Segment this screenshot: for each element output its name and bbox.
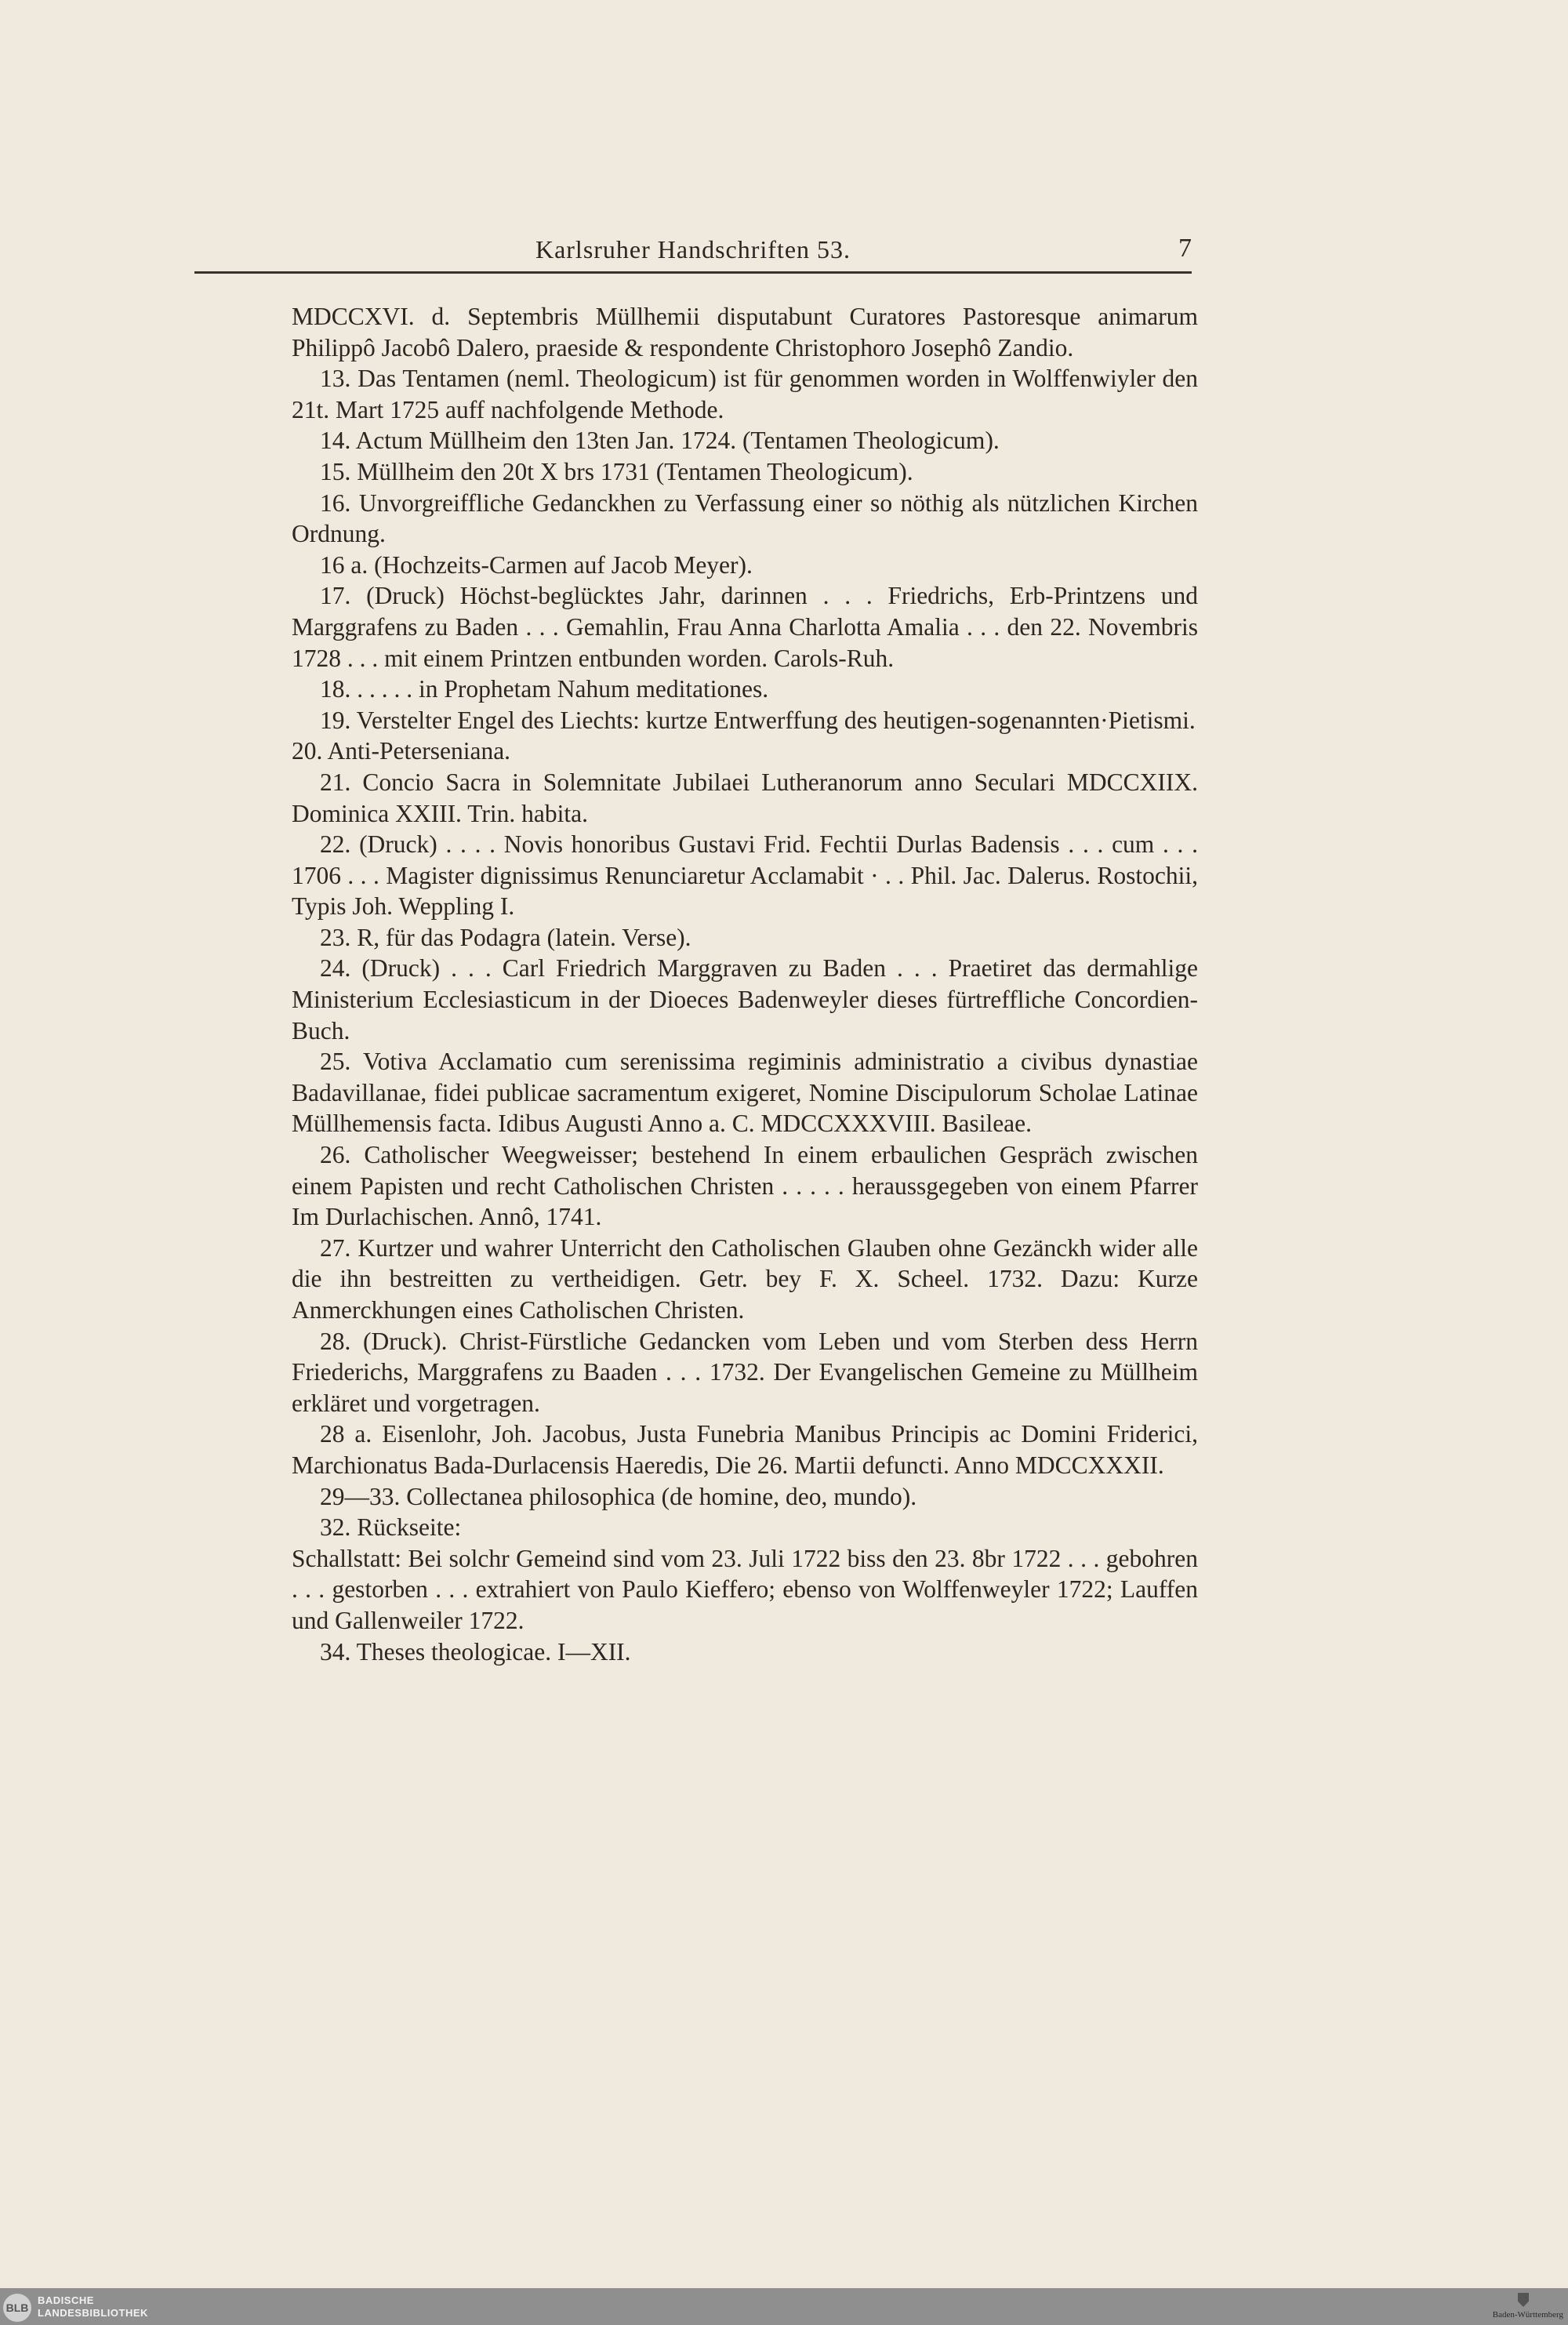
- catalog-entry: 34. Theses theologicae. I—XII.: [320, 1637, 631, 1666]
- catalog-entry: 13. Das Tentamen (neml. Theologicum) ist für genommen worden in Wolffenwiyler den 21t. Mart 1725 auff nachfolgende Methode.: [292, 365, 1198, 423]
- running-header: [194, 234, 1192, 270]
- catalog-entry: 19. Verstelter Engel des Liechts: kurtze Entwerffung des heutigen-sogenannten·Pietismi.: [320, 706, 1196, 734]
- footer-bar: [0, 2288, 1568, 2325]
- catalog-entry: 24. (Druck) . . . Carl Friedrich Marggraven zu Baden . . . Praetiret das dermahlige Ministerium Ecclesiasticum in der Dioeces Badenweyler dieses fürtreffliche Concordien-Buch.: [292, 954, 1198, 1044]
- catalog-entry: 15. Müllheim den 20t X brs 1731 (Tentamen Theologicum).: [320, 457, 913, 485]
- catalog-entry: 22. (Druck) . . . . Novis honoribus Gustavi Frid. Fechtii Durlas Badensis . . . cum . . . 1706 . . . Magister dignissimus Renunciaretur Acclamabit · . . Phil. Jac. Dalerus. Rostochii, Typis Joh. Weppling I.: [292, 830, 1198, 921]
- catalog-entry: 16. Unvorgreiffliche Gedanckhen zu Verfassung einer so nöthig als nützlichen Kirchen Ordnung.: [292, 489, 1198, 548]
- catalog-entry: 21. Concio Sacra in Solemnitate Jubilaei Lutheranorum anno Seculari MDCCXIIX. Dominica XXIII. Trin. habita.: [292, 768, 1198, 827]
- catalog-entry: MDCCXVI. d. Septembris Müllhemii disputabunt Curatores Pastoresque animarum Philippô Jacobô Dalero, praeside & respondente Christophoro Josephô Zandio.: [292, 303, 1198, 361]
- header-title: Karlsruher Handschriften 53.: [535, 235, 851, 263]
- catalog-entry: 26. Catholischer Weegweisser; bestehend In einem erbaulichen Gespräch zwischen einem Papisten und recht Catholischen Christen . . . . . heraussgegeben von einem Pfarrer Im Durlachischen. Annô, 1741.: [292, 1141, 1198, 1231]
- catalog-entry: 32. Rückseite:: [320, 1513, 462, 1542]
- catalog-entry: 16 a. (Hochzeits-Carmen auf Jacob Meyer).: [320, 550, 753, 579]
- catalog-entry: 29—33. Collectanea philosophica (de homine, deo, mundo).: [320, 1482, 917, 1510]
- library-name[interactable]: BADISCHE LANDESBIBLIOTHEK: [38, 2294, 148, 2319]
- state-label: Baden-Württemberg: [1492, 2310, 1563, 2320]
- state-crest-icon: [1518, 2293, 1529, 2307]
- catalog-entry: Schallstatt: Bei solchr Gemeind sind vom 23. Juli 1722 biss den 23. 8br 1722 . . . gebohren . . . gestorben . . . extrahiert von Paulo Kieffero; ebenso von Wolffenweyler 1722; Lauffen und Gallenweiler 1722.: [292, 1544, 1198, 1634]
- page-number: 7: [1178, 234, 1192, 263]
- catalog-entry: 27. Kurtzer und wahrer Unterricht den Catholischen Glauben ohne Gezänckh wider alle die ihn bestreitten zu vertheidigen. Getr. bey F. X. Scheel. 1732. Dazu: Kurze Anmerckhungen eines Catholischen Christen.: [292, 1233, 1198, 1324]
- catalog-entry: 20. Anti-Peterseniana.: [292, 737, 511, 765]
- catalog-body: [292, 301, 1198, 1667]
- catalog-entry: 28. (Druck). Christ-Fürstliche Gedancken vom Leben und vom Sterben dess Herrn Friederichs, Marggrafens zu Baaden . . . 1732. Der Evangelischen Gemeine zu Müllheim erkläret und vorgetragen.: [292, 1327, 1198, 1417]
- catalog-entry: 28 a. Eisenlohr, Joh. Jacobus, Justa Funebria Manibus Principis ac Domini Friderici, Marchionatus Bada-Durlacensis Haeredis, Die 26. Martii defuncti. Anno MDCCXXXII.: [292, 1420, 1198, 1479]
- blb-logo-icon[interactable]: BLB: [3, 2294, 31, 2322]
- catalog-entry: 25. Votiva Acclamatio cum serenissima regiminis administratio a civibus dynastiae Badavillanae, fidei publicae sacramentum exigeret, Nomine Discipulorum Scholae Latinae Müllhemensis facta. Idibus Augusti Anno a. C. MDCCXXXVIII. Basileae.: [292, 1048, 1198, 1138]
- catalog-entry: 14. Actum Müllheim den 13ten Jan. 1724. (Tentamen Theologicum).: [320, 427, 1000, 455]
- catalog-entry: 18. . . . . . in Prophetam Nahum meditationes.: [320, 675, 769, 703]
- catalog-entry: 23. R, für das Podagra (latein. Verse).: [320, 923, 691, 951]
- catalog-entry: 17. (Druck) Höchst-beglücktes Jahr, darinnen . . . Friedrichs, Erb-Printzens und Marggrafens zu Baden . . . Gemahlin, Frau Anna Charlotta Amalia . . . den 22. Novembris 1728 . . . mit einem Printzen entbunden worden. Carols-Ruh.: [292, 582, 1198, 672]
- header-rule: [194, 271, 1192, 274]
